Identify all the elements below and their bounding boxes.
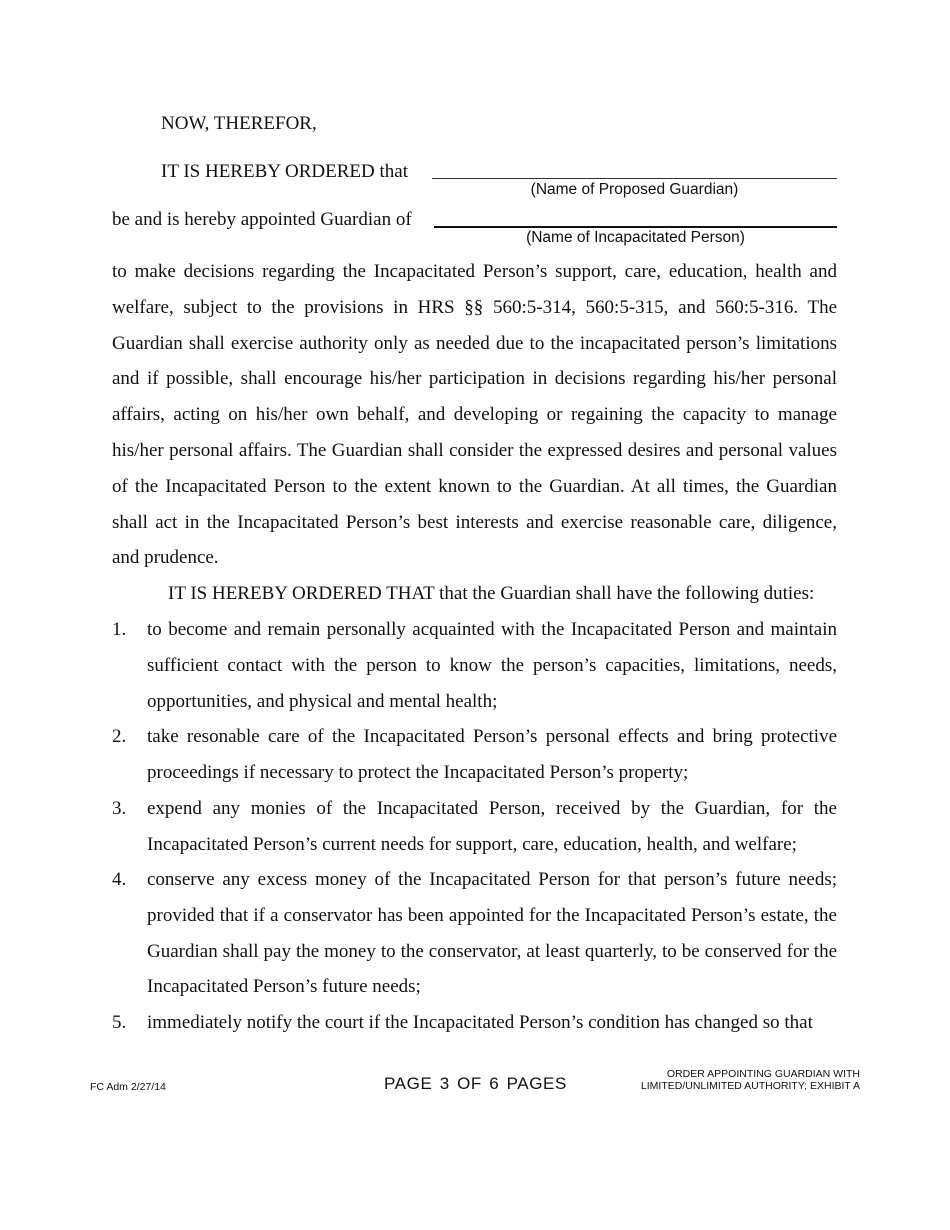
duty-item xyxy=(112,791,837,863)
duty-number: 1. xyxy=(112,619,127,640)
duty-item xyxy=(112,612,837,719)
duty-number: 4. xyxy=(112,869,127,890)
appointed-line: be and is hereby appointed Guardian of xyxy=(112,209,412,230)
incapacitated-name-line xyxy=(434,226,837,228)
duty-text: take resonable care of the Incapacitated Person’s personal effects and bring protective proceedings if necessary to protect the Incapacitated Person’s property; xyxy=(147,726,837,783)
heading: NOW, THEREFOR, xyxy=(161,113,317,134)
order-intro: IT IS HEREBY ORDERED that xyxy=(161,161,408,182)
duty-number: 2. xyxy=(112,726,127,747)
duty-number: 5. xyxy=(112,1012,127,1033)
guardian-name-line xyxy=(432,178,837,179)
footer-form-id: FC Adm 2/27/14 xyxy=(90,1081,166,1093)
duty-text: immediately notify the court if the Incapacitated Person’s condition has changed so that xyxy=(147,1012,813,1033)
footer-document-title xyxy=(600,1068,860,1092)
duty-text: to become and remain personally acquainted with the Incapacitated Person and maintain sufficient contact with the person to know the person’s capacities, limitations, needs, opportunities, and physical and mental health; xyxy=(147,619,837,712)
incapacitated-name-caption: (Name of Incapacitated Person) xyxy=(526,229,745,246)
footer-page-label: PAGE 3 OF 6 PAGES xyxy=(384,1074,567,1093)
duties-intro: IT IS HEREBY ORDERED THAT that the Guardian shall have the following duties: xyxy=(168,583,815,604)
guardian-name-caption: (Name of Proposed Guardian) xyxy=(530,181,739,198)
body-paragraph: to make decisions regarding the Incapacitated Person’s support, care, education, health and welfare, subject to the provisions in HRS §§ 560:5-314, 560:5-315, and 560:5-316. The Guardian shall exercise authority only as needed due to the incapacitated person’s limitations and if possible, shall encourage his/her participation in decisions regarding his/her personal affairs, acting on his/her own behalf, and developing or regaining the capacity to manage his/her personal affairs. The Guardian shall consider the expressed desires and personal values of the Incapacitated Person to the extent known to the Guardian. At all times, the Guardian shall act in the Incapacitated Person’s best interests and exercise reasonable care, diligence, and prudence. xyxy=(112,261,837,569)
duty-text: expend any monies of the Incapacitated Person, received by the Guardian, for the Incapacitated Person’s current needs for support, care, education, health, and welfare; xyxy=(147,798,837,855)
duty-number: 3. xyxy=(112,798,127,819)
footer-title-line2: LIMITED/UNLIMITED AUTHORITY; EXHIBIT A xyxy=(640,1080,860,1092)
duty-text: conserve any excess money of the Incapacitated Person for that person’s future needs; provided that if a conservator has been appointed for the Incapacitated Person’s estate, the Guardian shall pay the money to the conservator, at least quarterly, to be conserved for the Incapacitated Person’s future needs; xyxy=(147,869,837,998)
duty-item xyxy=(112,1005,837,1041)
duty-item xyxy=(112,719,837,791)
duty-item xyxy=(112,862,837,1005)
footer-title-line1: ORDER APPOINTING GUARDIAN WITH xyxy=(666,1068,860,1080)
